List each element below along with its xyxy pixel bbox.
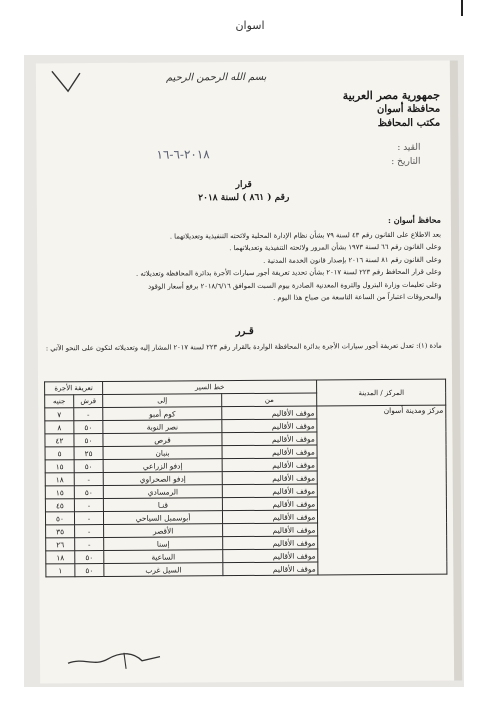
preamble-line: وعلى القانون رقم ٨١ لسنة ٢٠١٦ بإصدار قانون الخدمة المدنية . [263,255,442,265]
fare-piaster-cell: ٥٠ [75,563,104,576]
preamble [45,229,442,306]
fare-pound-cell: ٤٢ [45,434,74,447]
decision-title: قرار [235,179,252,191]
route-from-cell: موقف الأقاليم [222,471,317,485]
fare-pound-cell: ٢٦ [46,538,75,551]
fare-piaster-cell: - [74,498,103,511]
route-from-cell: موقف الأقاليم [223,510,318,524]
letterhead [343,89,441,132]
route-from-cell: موقف الأقاليم [222,445,317,459]
route-to-cell: بنبان [103,446,222,460]
preamble-line: وعلى قرار المحافظ رقم ٢٢٣ لسنة ٢٠١٧ بشأن تحديد تعريفة أجور سيارات الأجرة بدائرة المحافظة وتعديلاته . [135,267,442,278]
date-label: التاريخ : [391,156,421,167]
bismillah-text: بسم الله الرحمن الرحيم [165,71,267,84]
fare-pound-cell: ٤٥ [45,499,74,512]
reference-block [391,141,420,169]
route-to-cell: إدفو الزراعي [103,459,222,473]
route-from-cell: موقف الأقاليم [222,458,317,472]
handwritten-date: ٢٠١٨-٦-١٦ [156,147,210,162]
fare-pound-cell: ١٥ [45,460,74,473]
fare-piaster-cell: ٥٠ [74,485,103,498]
fare-piaster-cell: - [74,407,103,420]
fare-piaster-cell: - [75,524,104,537]
fare-pound-cell: ١٨ [46,551,75,564]
fare-pound-cell: ٣٥ [46,525,75,538]
page-title: اسوان [235,19,265,32]
route-from-cell: موقف الأقاليم [222,432,317,446]
top-rail-divider [461,0,463,16]
document-sheet [36,61,454,684]
fare-piaster-cell: - [74,511,103,524]
col-pound-header: جنيه [45,395,74,408]
col-route-header: خط السير [103,380,317,394]
route-to-cell: الرمسادي [103,485,222,499]
signature-scribble [64,647,174,672]
route-to-cell: نصر النوبة [103,420,222,434]
addressee-line: محافظ أسوان : [387,214,441,225]
col-fare-header: تعريفة الأجرة [45,381,103,394]
preamble-line: بعد الاطلاع على القانون رقم ٤٣ لسنة ٧٩ بشأن نظام الإدارة المحلية ولائحته التنفيذية وتعديلاتهما . [169,230,442,241]
col-from-header: من [222,393,317,407]
fare-piaster-cell: ٢٥ [74,446,103,459]
fare-piaster-cell: ٥٠ [74,459,103,472]
preamble-line: وعلى تعليمات وزارة البترول والثروة المعدنية الصادرة بيوم السبت الموافق ٢٠١٨/٦/١٦ برفع أسعار الوقود [148,280,442,291]
fare-pound-cell: ٧ [45,408,74,421]
fare-pound-cell: ٨ [45,421,74,434]
col-piaster-header: قرش [74,394,103,407]
route-to-cell: أبوسمبل السياحي [103,511,222,525]
fare-piaster-cell: ٥٠ [74,420,103,433]
decree-heading: قـرر [235,325,254,338]
letterhead-governorate: محافظة أسوان [376,103,441,116]
city-cell: مركز ومدينة أسوان [317,405,447,575]
route-from-cell: موقف الأقاليم [223,523,318,537]
letterhead-office: مكتب المحافظ [377,117,441,130]
paper-edge [450,61,462,681]
col-to-header: إلى [103,394,222,408]
col-city-header: المركز / المدينة [317,379,446,406]
fare-piaster-cell: ٥٠ [74,433,103,446]
fare-pound-cell: ٥ [45,447,74,460]
route-to-cell: إدفو الصحراوي [103,472,222,486]
corner-check-mark [48,67,84,97]
fare-pound-cell: ١٨ [45,473,74,486]
fare-piaster-cell: - [75,537,104,550]
preamble-line: والمحروقات اعتباراً من الساعة التاسعة من صباح هذا اليوم . [273,292,442,302]
preamble-line: وعلى القانون رقم ٦٦ لسنة ١٩٧٣ بشأن المرور ولائحته التنفيذية وتعديلاتهما . [229,243,442,253]
route-from-cell: موقف الأقاليم [222,406,317,420]
fare-piaster-cell: - [74,472,103,485]
route-from-cell: موقف الأقاليم [223,562,318,576]
reference-label: القيد : [397,142,421,153]
route-to-cell: كوم أمبو [103,407,222,421]
fare-pound-cell: ١٥ [45,486,74,499]
fare-pound-cell: ٥٠ [45,512,74,525]
letterhead-country: جمهورية مصر العربية [342,88,441,103]
route-to-cell: قنـا [103,498,222,512]
route-from-cell: موقف الأقاليم [223,536,318,550]
route-to-cell: الساعية [104,550,223,564]
decision-number: رقم ( ٨٦١ ) لسنة ٢٠١٨ [198,192,290,204]
fare-pound-cell: ١ [46,564,75,577]
decision-heading [37,178,451,207]
fare-table [44,379,447,578]
route-from-cell: موقف الأقاليم [222,484,317,498]
route-from-cell: موقف الأقاليم [222,497,317,511]
route-to-cell: السيل غرب [104,563,223,577]
route-from-cell: موقف الأقاليم [223,549,318,563]
fare-piaster-cell: ٥٠ [75,550,104,563]
route-from-cell: موقف الأقاليم [222,419,317,433]
document-photo [24,55,464,687]
route-to-cell: الأقصر [104,524,223,538]
article-one: مادة (١): تعدل تعريفة أجور سيارات الأجرة بدائرة المحافظة الواردة بالقرار رقم ٢٢٣ لسنة ٢٠١٧ المشار إليه وتعديلاته لتكون على النحو الآتي : [45,341,442,353]
route-to-cell: إسنا [104,537,223,551]
route-to-cell: قرص [103,433,222,447]
